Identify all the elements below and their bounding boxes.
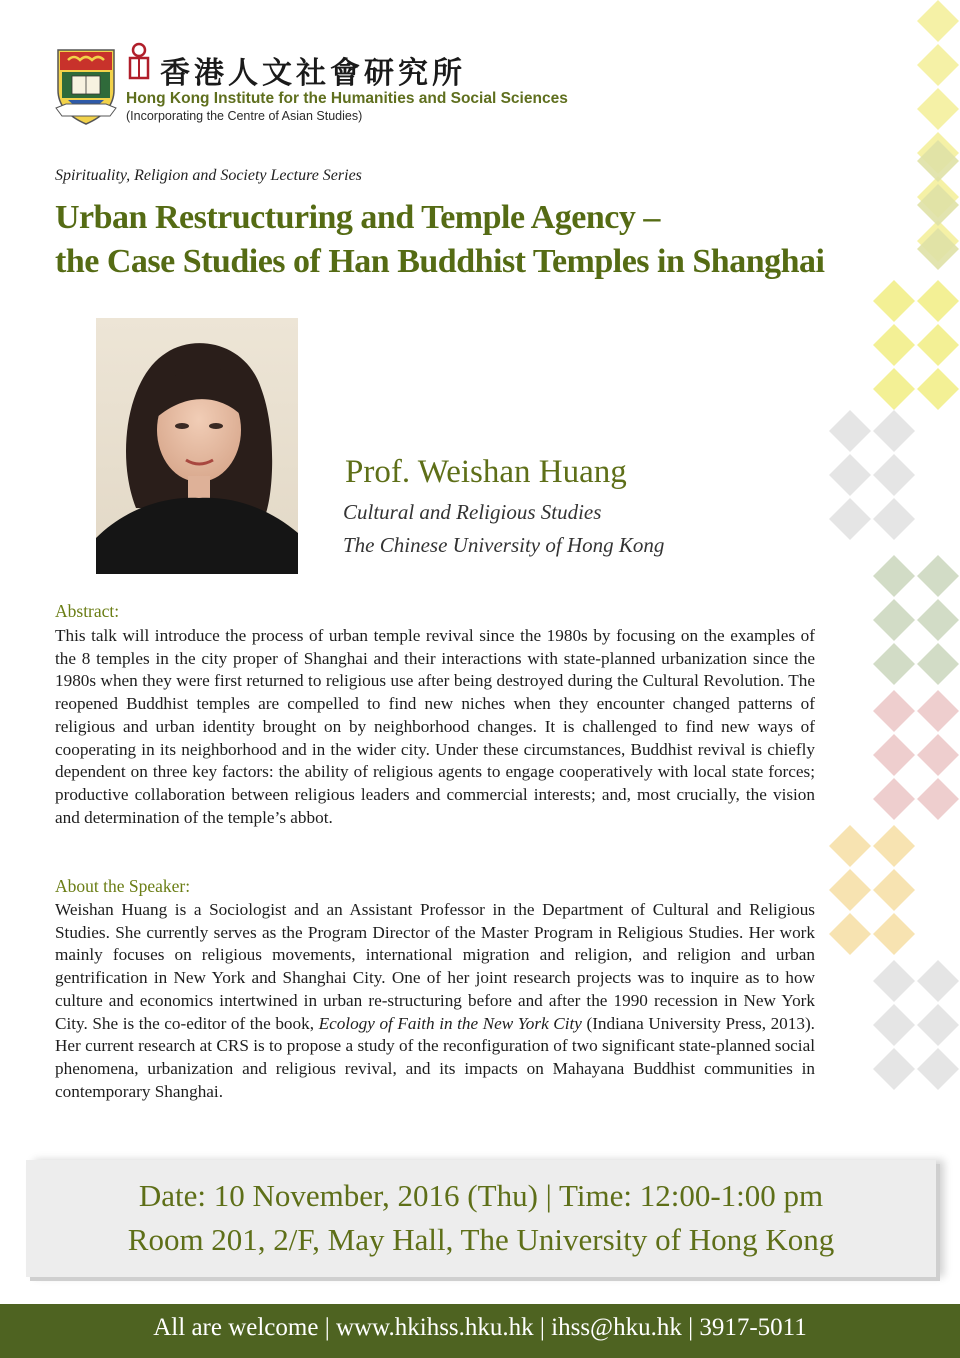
decorative-diamond [873,778,915,820]
decorative-diamond [873,960,915,1002]
decorative-diamond [873,1004,915,1046]
seal-icon [126,42,152,82]
university-crest-icon [54,46,118,126]
decorative-diamond-pattern [820,0,960,1160]
decorative-diamond [917,734,959,776]
decorative-diamond [873,690,915,732]
speaker-name: Prof. Weishan Huang [345,454,627,490]
decorative-diamond [829,913,871,955]
institute-chinese-name: 香港人文社會研究所 [160,56,466,91]
speaker-photo [96,318,298,574]
decorative-diamond [917,690,959,732]
footer-bar [0,1304,960,1358]
decorative-diamond [873,643,915,685]
institute-subtitle: (Incorporating the Centre of Asian Studies) [126,109,363,123]
decorative-diamond [873,825,915,867]
lecture-series: Spirituality, Religion and Society Lecture Series [55,167,362,184]
lecture-title-line-1: Urban Restructuring and Temple Agency – [55,199,660,236]
decorative-diamond [873,555,915,597]
decorative-diamond [873,869,915,911]
decorative-diamond [873,280,915,322]
decorative-diamond [873,599,915,641]
decorative-diamond [873,1048,915,1090]
speaker-department: Cultural and Religious Studies [343,500,602,524]
decorative-diamond [917,88,959,130]
speaker-university: The Chinese University of Hong Kong [343,533,665,557]
decorative-diamond [917,44,959,86]
lecture-title [55,196,905,284]
decorative-diamond [917,0,959,42]
decorative-diamond [829,825,871,867]
decorative-diamond [917,1048,959,1090]
abstract-text: This talk will introduce the process of urban temple revival since the 1980s by focusing on the examples of the 8 temples in the city proper of Shanghai and their interactions with state-planned urbanization since the 1980s when they were first returned to religious use after being destroyed during the Cultural Revolution. The reopened Buddhist temples are compelled to find new niches when they encounter changed patterns of religious and urban identity brought on by neighborhood changes. It is challenged to find new ways of cooperating in its neighborhood and in the wider city. Under these circumstances, Buddhist revival is chiefly dependent on three key factors: the ability of religious agents to engage cooperatively with local state forces; productive collaboration between religious leaders and commercial interests; and, most crucially, the vision and determination of the temple’s abbot. [55,626,815,827]
about-speaker-text [55,899,815,1103]
about-speaker-heading: About the Speaker: [55,876,191,896]
decorative-diamond [917,643,959,685]
lecture-title-line-2: the Case Studies of Han Buddhist Temples in Shanghai [55,243,825,280]
decorative-diamond [873,498,915,540]
book-title: Ecology of Faith in the New York City [318,1013,582,1033]
venue-line: Room 201, 2/F, May Hall, The University of Hong Kong [127,1222,835,1257]
decorative-diamond [829,498,871,540]
footer-contact: All are welcome | www.hkihss.hku.hk | ihss@hku.hk | 3917-5011 [153,1314,807,1341]
decorative-diamond [873,410,915,452]
decorative-diamond [917,960,959,1002]
decorative-diamond [873,368,915,410]
institute-name: Hong Kong Institute for the Humanities and Social Sciences [126,90,568,107]
about-text-part-2: (Indiana University Press, 2013). Her current research at CRS is to propose a study of the reconfiguration of two significant state-planned social phenomena, urbanization and religious revival, and its impacts on Mahayana Buddhist communities in contemporary Shanghai. [55,1013,815,1101]
event-details-box [26,1160,936,1277]
date-time-line: Date: 10 November, 2016 (Thu) | Time: 12:00-1:00 pm [138,1178,824,1213]
decorative-diamond [829,410,871,452]
decorative-diamond [917,184,959,226]
decorative-diamond [917,280,959,322]
decorative-diamond [873,913,915,955]
decorative-diamond [917,778,959,820]
decorative-diamond [917,368,959,410]
abstract-heading: Abstract: [55,601,120,621]
decorative-diamond [917,599,959,641]
decorative-diamond [917,324,959,366]
about-text-part-1: Weishan Huang is a Sociologist and an Assistant Professor in the Department of Cultural and Religious Studies. She currently serves as the Program Director of the Master Program in Religious Studies. Her work mainly focuses on religious movements, international migration and religion, and religion and urban gentrification in New York and Shanghai City. One of her joint research projects was to inquire as to how culture and economics intertwined in urban re-structuring before and after the 1990 recession in New York City. She is the co-editor of the book, [55,900,815,1033]
decorative-diamond [917,140,959,182]
decorative-diamond [917,228,959,270]
decorative-diamond [873,324,915,366]
decorative-diamond [917,555,959,597]
decorative-diamond [873,454,915,496]
decorative-diamond [829,454,871,496]
decorative-diamond [873,734,915,776]
decorative-diamond [917,1004,959,1046]
decorative-diamond [829,869,871,911]
